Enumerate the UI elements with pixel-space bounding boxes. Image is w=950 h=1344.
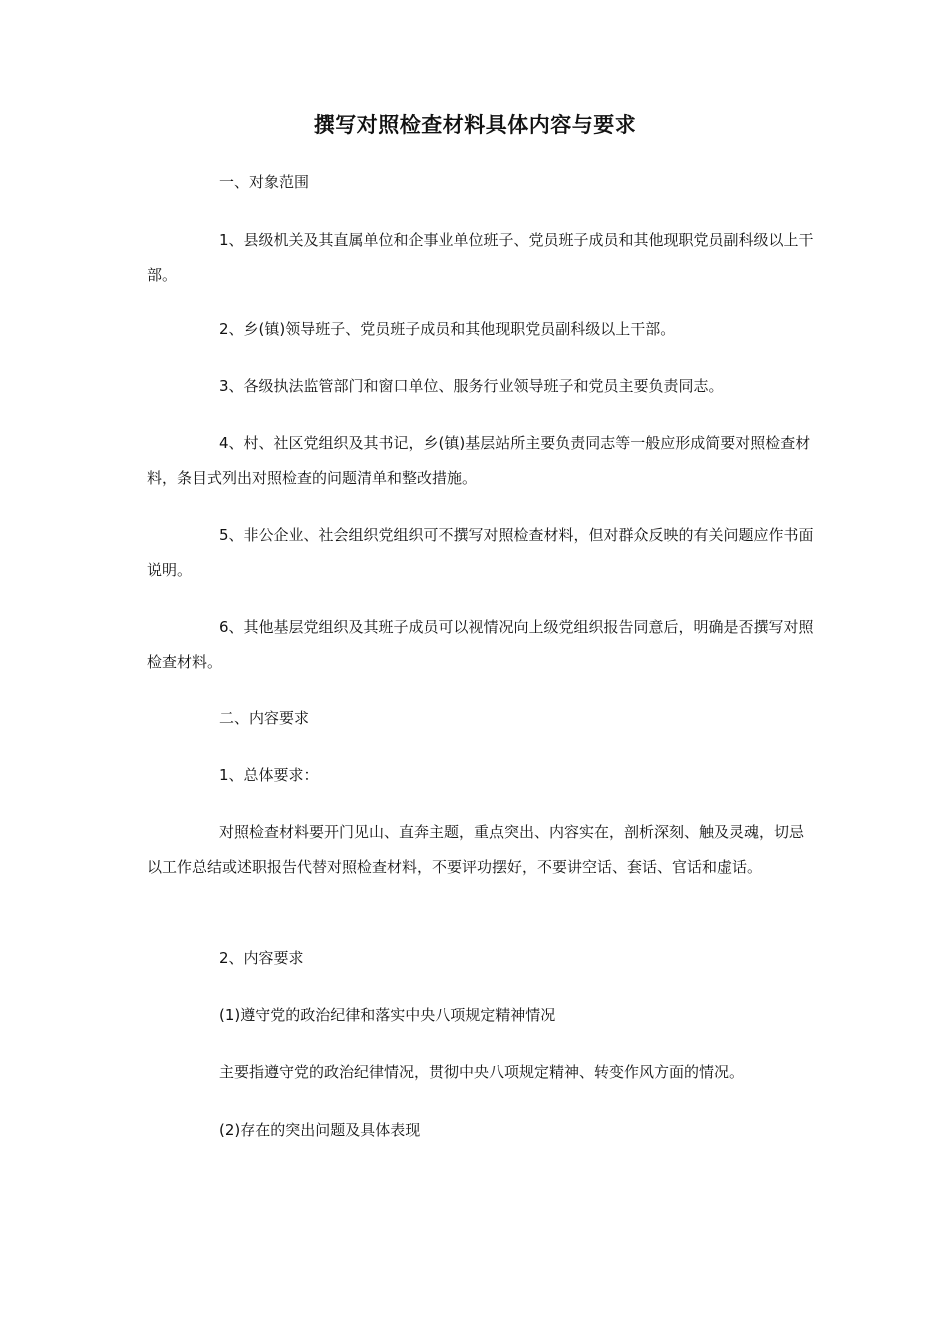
content-requirements-heading: 2、内容要求 bbox=[219, 949, 304, 967]
general-requirements-heading: 1、总体要求： bbox=[219, 766, 319, 784]
requirement-item-2-heading: (2)存在的突出问题及具体表现 bbox=[219, 1121, 421, 1139]
scope-item-1: 1、县级机关及其直属单位和企事业单位班子、党员班子成员和其他现职党员副科级以上干部。 bbox=[147, 231, 814, 284]
scope-item-2: 2、乡(镇)领导班子、党员班子成员和其他现职党员副科级以上干部。 bbox=[219, 320, 676, 338]
scope-item-5: 5、非公企业、社会组织党组织可不撰写对照检查材料，但对群众反映的有关问题应作书面说明。 bbox=[147, 526, 814, 579]
requirement-item-1-text: 主要指遵守党的政治纪律情况，贯彻中央八项规定精神、转变作风方面的情况。 bbox=[219, 1063, 745, 1081]
section-heading-content: 二、内容要求 bbox=[219, 709, 310, 727]
section-heading-scope: 一、对象范围 bbox=[219, 173, 310, 191]
requirement-item-1-heading: (1)遵守党的政治纪律和落实中央八项规定精神情况 bbox=[219, 1006, 556, 1024]
scope-item-3: 3、各级执法监管部门和窗口单位、服务行业领导班子和党员主要负责同志。 bbox=[219, 377, 724, 395]
scope-item-6: 6、其他基层党组织及其班子成员可以视情况向上级党组织报告同意后，明确是否撰写对照检查材料。 bbox=[147, 618, 814, 671]
document-title: 撰写对照检查材料具体内容与要求 bbox=[313, 113, 637, 137]
general-requirements-text: 对照检查材料要开门见山、直奔主题，重点突出、内容实在，剖析深刻、触及灵魂，切忌以工作总结或述职报告代替对照检查材料，不要评功摆好，不要讲空话、套话、官话和虚话。 bbox=[147, 823, 805, 876]
scope-item-4: 4、村、社区党组织及其书记，乡(镇)基层站所主要负责同志等一般应形成简要对照检查材料，条目式列出对照检查的问题清单和整改措施。 bbox=[147, 434, 811, 487]
